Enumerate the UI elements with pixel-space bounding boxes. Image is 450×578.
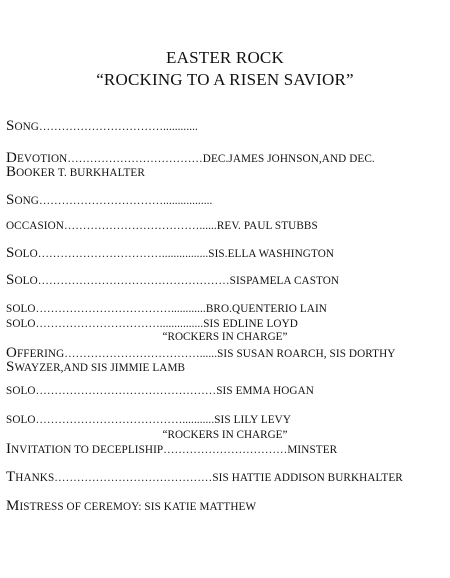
rockers-in-charge-1: “ROCKERS IN CHARGE”: [162, 331, 288, 343]
line-text: OOKER T. BURKHALTER: [16, 167, 145, 179]
initial-letter: S: [6, 245, 15, 261]
program-subtitle: “ROCKING TO A RISEN SAVIOR”: [96, 70, 354, 89]
program-line-song-1: [6, 118, 198, 135]
program-title: EASTER ROCK: [166, 48, 284, 67]
program-line-solo-6: SOLO…………………………………...........SIS LILY LEVY: [6, 414, 292, 426]
program-line-solo-1: [6, 245, 334, 262]
program-line-solo-2: [6, 272, 339, 289]
line-text: ISTRESS OF CEREMOY: SIS KATIE MATTHEW: [19, 501, 257, 513]
line-text: OLO……………………………................SIS.ELLA WASHINGTON: [14, 248, 335, 260]
initial-letter: T: [6, 469, 16, 485]
line-text: EVOTION………………………………DEC.JAMES JOHNSON,AND DEC.: [16, 153, 375, 165]
rockers-in-charge-2: “ROCKERS IN CHARGE”: [162, 429, 288, 441]
initial-letter: M: [6, 498, 20, 514]
initial-letter: I: [6, 441, 12, 457]
line-text: NVITATION TO DECEPLISHIP……………………………MINSTER: [11, 444, 338, 456]
initial-letter: D: [6, 150, 17, 166]
program-line-occasion: OCCASION………………………………......REV. PAUL STUBBS: [6, 220, 318, 232]
line-text: WAYZER,AND SIS JIMMIE LAMB: [14, 362, 186, 374]
line-text: HANKS……………………………………SIS HATTIE ADDISON BURKHALTER: [15, 472, 403, 484]
line-text: ONG…………………………….................: [14, 195, 213, 207]
initial-letter: S: [6, 272, 15, 288]
line-text: ONG……………………………............: [14, 121, 198, 133]
program-line-offering-cont: [6, 359, 185, 376]
program-line-thanks: [6, 469, 403, 486]
program-line-devotion-cont: [6, 164, 145, 181]
line-text: FFERING………………………………......SIS SUSAN ROARCH, SIS DORTHY: [16, 348, 396, 360]
line-text: OLO……………………………………………SISPAMELA CASTON: [14, 275, 340, 287]
program-line-mistress: [6, 498, 256, 515]
program-line-solo-5: SOLO…………………………………………SIS EMMA HOGAN: [6, 385, 314, 397]
program-line-solo-4: SOLO……………………………...............SIS EDLINE LOYD: [6, 318, 298, 330]
initial-letter: S: [6, 118, 15, 134]
program-line-invitation: [6, 441, 337, 458]
program-line-song-2: [6, 192, 212, 209]
initial-letter: B: [6, 164, 17, 180]
initial-letter: O: [6, 345, 17, 361]
initial-letter: S: [6, 359, 15, 375]
program-line-solo-3: SOLO………………………………............BRO.QUENTERIO LAIN: [6, 303, 327, 315]
initial-letter: S: [6, 192, 15, 208]
